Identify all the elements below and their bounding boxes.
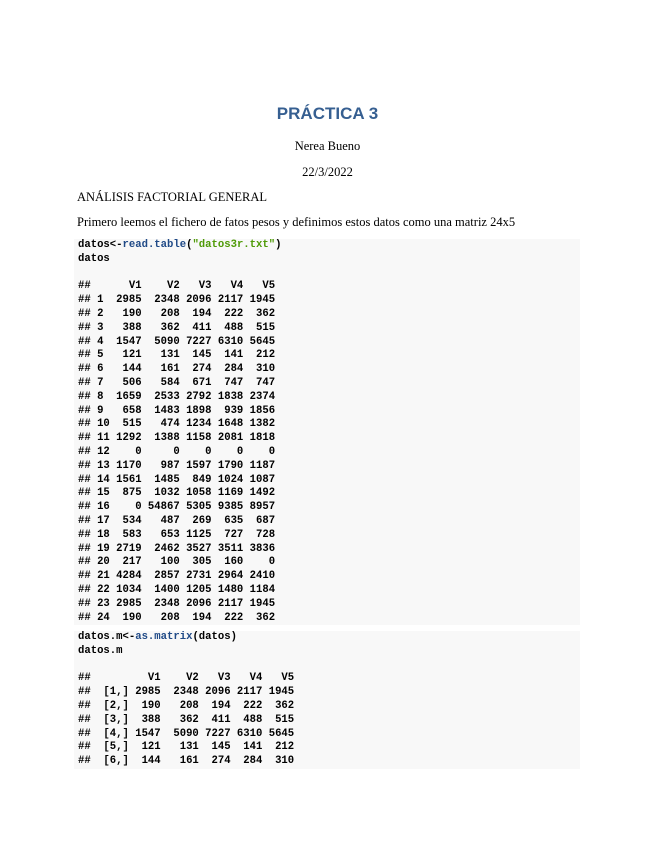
code-output-2: ## V1 V2 V3 V4 V5 ## [1,] 2985 2348 2096 2117 1945 ## [2,] 190 208 194 222 362 ## [3,] 388 362 411 488 515 ## [4,] 1547 5090 7227 6310 5645 ## [5,] 121 131 145 141 212 ## [6,] 144 161 274 284 310 xyxy=(78,672,295,768)
section-heading: ANÁLISIS FACTORIAL GENERAL xyxy=(77,190,268,204)
code-args: (datos) xyxy=(192,631,237,643)
code-output-1: ## V1 V2 V3 V4 V5 ## 1 2985 2348 2096 2117 1945 ## 2 190 208 194 222 362 ## 3 388 362 411 488 515 ## 4 1547 5090 7227 6310 5645 ## 5 121 131 145 141 212 ## 6 144 161 274 284 310 ## 7 506 584 671 747 747 ## 8 1659 2533 2792 1838 2374 ## 9 658 1483 1898 939 1856 ## 10 515 474 1234 1648 1382 ## 11 1292 1388 1158 2081 1818 ## 12 0 0 0 0 0 ## 13 1170 987 1597 1790 1187 ## 14 1561 1485 849 1024 1087 ## 15 875 1032 1058 1169 1492 ## 16 0 54867 5305 9385 8957 ## 17 534 487 269 635 687 ## 18 583 653 1125 727 728 ## 19 2719 2462 3527 3511 3836 ## 20 217 100 305 160 0 ## 21 4284 2857 2731 2964 2410 ## 22 1034 1400 1205 1480 1184 ## 23 2985 2348 2096 2117 1945 ## 24 190 208 194 222 362 xyxy=(78,280,276,624)
code-block-read-table xyxy=(74,239,580,625)
code-line: datos xyxy=(78,252,110,265)
code-paren-open: ( xyxy=(186,239,193,251)
code-string: "datos3r.txt" xyxy=(192,239,276,251)
intro-paragraph: Primero leemos el fichero de fatos pesos y definimos estos datos como una matriz 24x5 xyxy=(77,215,516,229)
code-source-2 xyxy=(74,631,580,659)
document-date: 22/3/2022 xyxy=(302,165,353,179)
code-paren-close: ) xyxy=(275,239,282,251)
code-block-as-matrix xyxy=(74,631,580,769)
code-source-1 xyxy=(74,239,580,267)
code-function: read.table xyxy=(122,239,187,251)
code-function: as.matrix xyxy=(135,631,193,643)
document-title: PRÁCTICA 3 xyxy=(276,104,379,123)
author-name: Nerea Bueno xyxy=(294,139,361,153)
code-var: datos<- xyxy=(78,239,123,251)
code-line: datos.m xyxy=(78,644,123,657)
code-var: datos.m<- xyxy=(78,631,136,643)
